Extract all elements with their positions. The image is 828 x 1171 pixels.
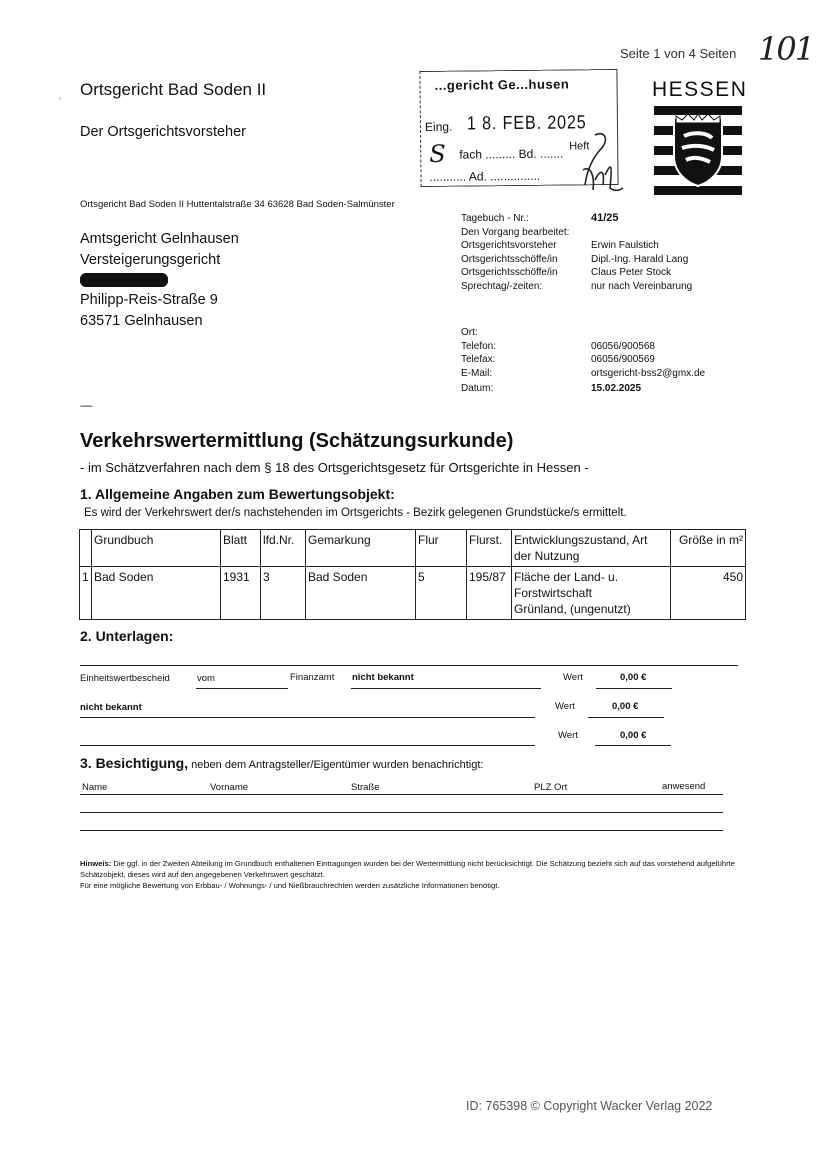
datum-value: 15.02.2025	[591, 383, 642, 395]
section-1-title: 1. Allgemeine Angaben zum Bewertungsobjekt:	[80, 486, 395, 502]
stamp-fach-line: fach ......... Bd. .......	[459, 146, 564, 162]
margin-mark: ˌ	[58, 86, 62, 100]
wert-field-line	[595, 745, 671, 746]
stamp-ad-line: ........... Ad. ...............	[429, 168, 541, 184]
org-title: Ortsgericht Bad Soden II	[80, 80, 267, 99]
signature-icon	[565, 130, 625, 195]
finanzamt-field-line	[351, 688, 541, 689]
cell-flurst: 195/87	[467, 567, 512, 620]
stamp-eing-label: Eing.	[424, 119, 453, 134]
cell-nutzung	[512, 567, 671, 620]
vom-label: vom	[197, 673, 215, 684]
unterlage-row2-value: nicht bekannt	[80, 702, 142, 713]
col-vorname: Vorname	[210, 782, 249, 793]
col-anwesend: anwesend	[662, 781, 706, 792]
wert-field-line	[588, 717, 664, 718]
office-hours-label: Sprechtag/-zeiten:	[461, 280, 543, 292]
notice-text: Die ggf. in der Zweiten Abteilung im Grundbuch enthaltenen Eintragungen wurden bei der Wertermittlung nicht berücksichtigt. Die Schätzung bezieht sich auf das vorstehend aufgeführte Schätzobjekt, dieses wird auf den angegebenen Verkehrswert geschätzt.	[80, 859, 735, 879]
stamp-court-name: ...gericht Ge...husen	[434, 76, 570, 93]
unterlage-row2-line	[80, 717, 535, 718]
table-row	[80, 567, 746, 620]
wert-value-3: 0,00 €	[620, 730, 647, 741]
staff-role: Ortsgerichtsschöffe/in	[461, 267, 558, 278]
stamp-heft-label: Heft	[569, 140, 590, 153]
cell-groesse: 450	[671, 567, 746, 620]
vom-field-line	[196, 688, 288, 689]
document-subtitle: - im Schätzverfahren nach dem § 18 des Ortsgerichtsgesetz für Ortsgerichte in Hessen -	[80, 460, 589, 475]
handwritten-page-number: 101	[758, 30, 814, 68]
staff-name: Claus Peter Stock	[591, 267, 672, 278]
col-header-nutzung: Entwicklungszustand, Art der Nutzung	[512, 530, 671, 567]
col-name: Name	[82, 782, 108, 793]
property-table	[79, 529, 746, 620]
recipient-line-1: Amtsgericht Gelnhausen	[80, 231, 239, 247]
section-3-title: 3. Besichtigung,	[80, 755, 189, 771]
footer-copyright: ID: 765398 © Copyright Wacker Verlag 2022	[466, 1099, 713, 1113]
email-value: ortsgericht-bss2@gmx.de	[591, 367, 706, 379]
recipient-city: 63571 Gelnhausen	[80, 312, 203, 329]
recipient-line-2: Versteigerungsgericht	[80, 251, 221, 268]
col-header-groesse: Größe in m²	[671, 530, 746, 567]
rule-line	[80, 812, 723, 813]
recipient-street: Philipp-Reis-Straße 9	[80, 292, 218, 308]
wert-value-1: 0,00 €	[620, 672, 647, 683]
cell-nr: 1	[80, 567, 92, 620]
telefax-label: Telefax:	[461, 354, 496, 366]
col-strasse: Straße	[351, 782, 380, 793]
col-header-blatt: Blatt	[221, 530, 261, 567]
telefax-value: 06056/900569	[591, 354, 655, 366]
wert-value-2: 0,00 €	[612, 701, 639, 712]
rule-line	[80, 665, 738, 666]
nutzung-line-2: Forstwirtschaft	[514, 586, 593, 600]
col-header-flur: Flur	[416, 530, 467, 567]
document-title: Verkehrswertermittlung (Schätzungsurkunde)	[80, 430, 514, 452]
bearbeitet-label: Den Vorgang bearbeitet:	[461, 226, 570, 238]
col-header-grundbuch: Grundbuch	[92, 530, 221, 567]
tagebuch-label: Tagebuch - Nr.:	[461, 213, 529, 224]
section-2-title: 2. Unterlagen:	[80, 628, 174, 644]
section-3-heading	[80, 755, 483, 771]
section-1-description: Es wird der Verkehrswert der/s nachstehenden im Ortsgerichts - Bezirk gelegenen Grundstücke/s ermittelt.	[84, 507, 627, 519]
page-info: Seite 1 von 4 Seiten	[620, 46, 737, 61]
nutzung-line-1: Fläche der Land- u.	[514, 570, 619, 584]
staff-name: Erwin Faulstich	[591, 240, 659, 251]
notice-block	[80, 858, 770, 891]
datum-label: Datum:	[461, 383, 494, 395]
finanzamt-value: nicht bekannt	[352, 672, 414, 683]
telefon-value: 06056/900568	[591, 340, 655, 352]
case-info-block	[461, 212, 692, 293]
col-header-gemarkung: Gemarkung	[306, 530, 416, 567]
cell-blatt: 1931	[221, 567, 261, 620]
redaction-bar	[80, 273, 168, 287]
stamp-date: 1 8. FEB. 2025	[466, 112, 587, 135]
col-header-lfd-nr: lfd.Nr.	[261, 530, 306, 567]
org-subtitle: Der Ortsgerichtsvorsteher	[80, 124, 246, 140]
cell-grundbuch: Bad Soden	[92, 567, 221, 620]
finanzamt-label: Finanzamt	[290, 672, 335, 683]
nutzung-line-3: Grünland, (ungenutzt)	[514, 602, 631, 616]
ort-label: Ort:	[461, 327, 478, 338]
stamp-s-mark: S	[429, 139, 446, 168]
sender-address-line: Ortsgericht Bad Soden II Huttentalstraße 34 63628 Bad Soden-Salmünster	[80, 199, 395, 210]
office-hours-value: nur nach Vereinbarung	[591, 280, 693, 292]
cell-lfd-nr: 3	[261, 567, 306, 620]
tagebuch-value: 41/25	[591, 212, 619, 224]
unterlage-row3-line	[80, 745, 535, 746]
state-name: HESSEN	[652, 78, 748, 101]
staff-role: Ortsgerichtsvorsteher	[461, 240, 557, 251]
einheitswert-label: Einheitswertbescheid	[80, 673, 170, 684]
cell-gemarkung: Bad Soden	[306, 567, 416, 620]
telefon-label: Telefon:	[461, 340, 497, 352]
staff-name: Dipl.-Ing. Harald Lang	[591, 253, 689, 265]
wert-label: Wert	[555, 701, 575, 712]
rule-line	[80, 830, 723, 831]
wert-label: Wert	[558, 730, 578, 741]
table-header-row	[80, 530, 746, 567]
email-label: E-Mail:	[461, 367, 493, 379]
wert-label: Wert	[563, 672, 583, 683]
col-plz-ort: PLZ Ort	[534, 782, 568, 793]
separator-dashes: -----	[80, 401, 92, 412]
staff-role: Ortsgerichtsschöffe/in	[461, 253, 558, 265]
hessen-coat-of-arms-icon	[654, 106, 742, 196]
wert-field-line	[596, 688, 672, 689]
notice-label: Hinweis:	[80, 859, 112, 868]
col-header-flurst: Flurst.	[467, 530, 512, 567]
notice-text-2: Für eine mögliche Bewertung von Erbbau- / Wohnungs- / und Nießbrauchrechten werden zusätzliche Informationen benötigt.	[80, 881, 500, 890]
contact-block	[461, 326, 705, 396]
cell-flur: 5	[416, 567, 467, 620]
recipient-address	[80, 229, 239, 331]
rule-line	[80, 794, 723, 795]
section-3-description: neben dem Antragsteller/Eigentümer wurden benachrichtigt:	[188, 759, 484, 771]
col-header-nr	[80, 530, 92, 567]
